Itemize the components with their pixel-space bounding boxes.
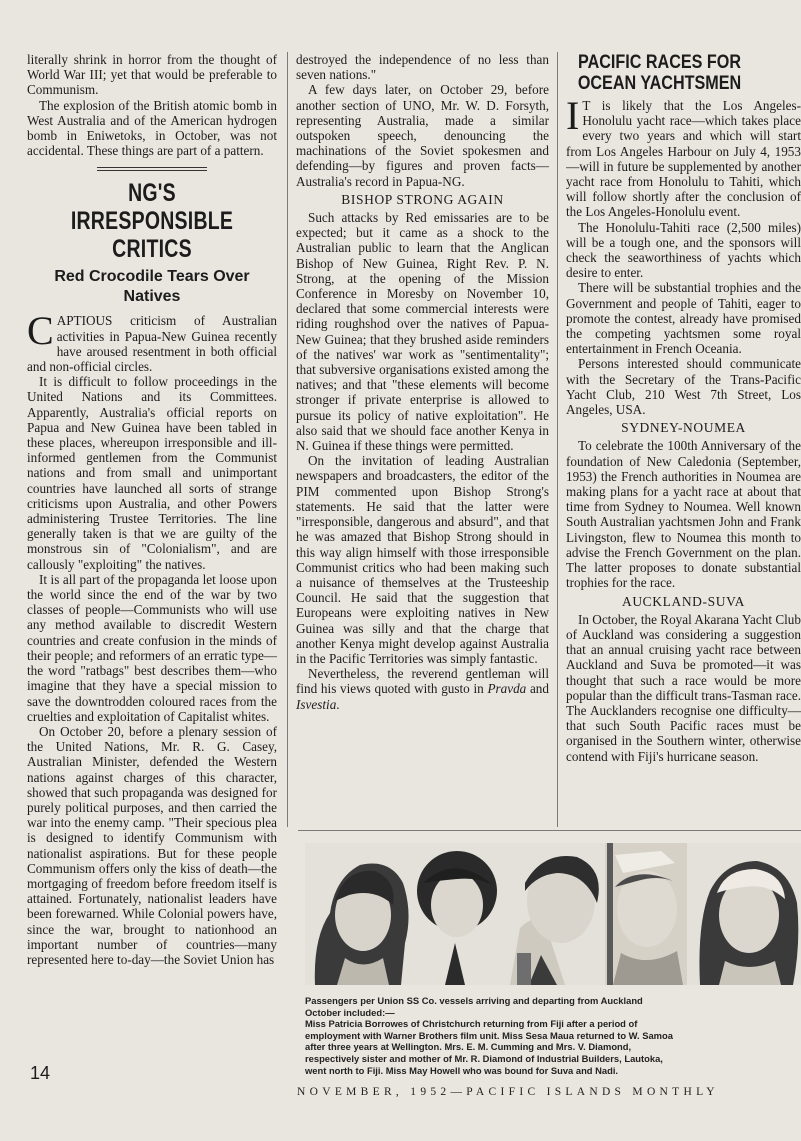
paragraph-text: Nevertheless, the reverend gentleman will find his views quoted with gusto in bbox=[296, 666, 549, 697]
article-paragraph: It is all part of the propaganda let loose upon the world since the end of the war by two classes of people—Communists who will use any method available to discredit Western countries and create confusion in the minds of their people; and reformers of an erratic type—the word "ratbags" best describes them—who imagine that they have a special mission to save the downtrodden coloured races from the cruelties and exploitation of Capitalist whites. bbox=[27, 571, 277, 724]
article-headline: CRITICS bbox=[112, 235, 192, 264]
first-paragraph-text: T is likely that the Los Angeles-Honolulu yacht race—which takes place every two years and which will start from Los Angeles Harbour on July 4, 1953—will in future be supplemented by another yacht race from Honolulu to Tahiti, which will follow shortly after the conclusion of the Los Angeles-Honolulu event. bbox=[566, 98, 801, 220]
column-right bbox=[566, 52, 801, 764]
running-footer: NOVEMBER, 1952—PACIFIC ISLANDS MONTHLY bbox=[297, 1086, 719, 1098]
paragraph-text: . bbox=[336, 696, 340, 712]
subheadline-line: Natives bbox=[123, 288, 181, 306]
article-paragraph bbox=[296, 666, 549, 712]
newspaper-title: Pravda bbox=[487, 681, 527, 697]
article-headline bbox=[566, 52, 753, 94]
column-left bbox=[27, 52, 277, 967]
caption-line: October included:— bbox=[305, 1006, 395, 1018]
article-paragraph: On October 20, before a plenary session of the United Nations, Mr. R. G. Casey, Australian Minister, defended the Western nations against charges of this character, showed that such propaganda was designed for purely political purposes, and then carried the war into the enemy camp. "Their specious plea is designed to identify Communism with nationalist aspirations. But for these people Communism offers only the kiss of death—the mortgaging of freedom before freedom itself is attained. Fortunately, nationalist leaders have been forewarned. While Colonial powers have, since the war, brought to nationhood an important number of countries—many represented here to-day—the Soviet Union has bbox=[27, 723, 277, 967]
article-paragraph: There will be substantial trophies and the Government and people of Tahiti, eager to promote the contest, already have promised the competing yachtsmen some royal entertainment in French Oceania. bbox=[566, 280, 801, 357]
article-paragraph: To celebrate the 100th Anniversary of the foundation of New Caledonia (September, 1953) the French authorities in Noumea are making plans for a yacht race at about that time from Sydney to Noumea. Well known South Australian yachtsmen John and Frank Livingston, flew to Noumea this month to advise the French Government on the plan. The latter proposes to donate substantial trophies for the race. bbox=[566, 438, 801, 591]
caption-line: Miss Patricia Borrowes of Christchurch returning from Fiji after a period of bbox=[305, 1018, 638, 1030]
lead-paragraph: literally shrink in horror from the thought of World War III; yet that would be preferable to Communism. bbox=[27, 52, 277, 98]
drop-cap: C bbox=[27, 308, 54, 354]
paragraph-text: and bbox=[526, 681, 549, 697]
page-number: 14 bbox=[30, 1063, 51, 1083]
article-paragraph: In October, the Royal Akarana Yacht Club of Auckland was considering a suggestion that an annual cruising yacht race between Auckland and Suva be promoted—it was thought that such a race would be more popular than the difficult trans-Tasman race. The Aucklanders recognise one difficulty—that such South Pacific races must be organised in the Southern winter, otherwise contend with Fiji's hurricane season. bbox=[566, 611, 801, 764]
section-heading: SYDNEY-NOUMEA bbox=[621, 420, 746, 436]
caption-line: employment with Warner Brothers film unit. Miss Sesa Maua returned to W. Samoa bbox=[305, 1029, 673, 1041]
caption-line: respectively sister and mother of Mr. R. Diamond of Industrial Builders, Lautoka, bbox=[305, 1052, 663, 1064]
article-paragraph: Persons interested should communicate with the Secretary of the Trans-Pacific Yacht Club, 210 West 7th Street, Los Angeles, USA. bbox=[566, 356, 801, 418]
headline-line: OCEAN YACHTSMEN bbox=[577, 73, 742, 94]
caption-line: went north to Fiji. Miss May Howell who was bound for Suva and Nadi. bbox=[305, 1064, 619, 1076]
article-paragraph: On the invitation of leading Australian newspapers and broadcasters, the editor of the PIM commented upon Bishop Strong's statements. He said that the latter were "irresponsible, dangerous and absurd", and that he was amazed that Bishop Strong should in this way align himself with those irresponsible Communist critics who had been making such a nuisance of themselves at the Trusteeship Council. He said that the suggestion that Europeans were exploiting natives in New Guinea was silly and that the charge that another Kenya might develop against Australia in the Pacific Territories was simply fantastic. bbox=[296, 453, 549, 666]
section-heading: BISHOP STRONG AGAIN bbox=[341, 191, 504, 207]
column-rule bbox=[557, 52, 558, 827]
lead-paragraph: The explosion of the British atomic bomb in West Australia and of the American hydrogen bomb in Eniwetoks, in October, was not accidental. These things are part of a pattern. bbox=[27, 97, 277, 159]
photo-caption bbox=[305, 995, 801, 1076]
article-paragraph: It is difficult to follow proceedings in the United Nations and its Committees. Apparently, Australia's official reports on Papua and New Guinea have been tabled in these places, whereupon irresponsible and ill-informed gentlemen from the Communist nations and from small and unimportant countries have launched all sorts of strange criticisms upon Australia, and other Powers administering Trustee Territories. The line generally taken is that we are guilty of the monstrous sin of "Colonialism", and are callously "exploiting" the natives. bbox=[27, 374, 277, 572]
article-paragraph: Such attacks by Red emissaries are to be expected; but it came as a shock to the Australian public to learn that the Anglican Bishop of New Guinea, Right Rev. P. N. Strong, at the opening of the Mission Conference in Moresby on November 10, declared that some commercial interests were riding roughshod over the natives of Papua-New Guinea; that they brushed aside reminders of the natives' war work as "sentimentality"; that subversive organisations existed among the natives; and that "these elements will become stronger if private enterprise is allowed to pursue its policy of native exploitation". He also said that we should face another Kenya in N. Guinea if these things were permitted. bbox=[296, 210, 549, 454]
photo-top-rule bbox=[298, 830, 801, 831]
article-headline: NG'S IRRESPONSIBLE bbox=[70, 179, 234, 236]
newspaper-title: Isvestia bbox=[296, 696, 337, 712]
column-rule bbox=[287, 52, 288, 827]
article-paragraph: A few days later, on October 29, before another section of UNO, Mr. W. D. Forsyth, representing Australia, made a similar outspoken speech, denouncing the machinations of the Soviet spokesmen and defending—by figures and proven facts—Australia's record in Papua-NG. bbox=[296, 82, 549, 189]
headline-line: PACIFIC RACES FOR bbox=[577, 52, 741, 73]
caption-line: Passengers per Union SS Co. vessels arriving and departing from Auckland bbox=[305, 995, 643, 1006]
first-paragraph-text: APTIOUS criticism of Australian activities in Papua-New Guinea recently have aroused resentment in both official and non-official circles. bbox=[27, 313, 277, 375]
portrait-photo bbox=[605, 843, 687, 985]
article-first-paragraph bbox=[566, 93, 801, 220]
article-subheadline bbox=[27, 267, 277, 307]
article-first-paragraph bbox=[27, 308, 277, 375]
drop-cap: I bbox=[566, 93, 580, 138]
lead-paragraph: destroyed the independence of no less than seven nations." bbox=[296, 52, 549, 83]
photo-strip-image bbox=[305, 843, 801, 985]
caption-line: after three years at Wellington. Mrs. E. M. Cumming and Mrs. V. Diamond, bbox=[305, 1041, 632, 1053]
section-heading: AUCKLAND-SUVA bbox=[621, 593, 746, 609]
subheadline-line: Red Crocodile Tears Over bbox=[54, 268, 250, 286]
section-divider bbox=[97, 167, 207, 171]
column-middle bbox=[296, 52, 549, 712]
article-paragraph: The Honolulu-Tahiti race (2,500 miles) will be a tough one, and the sponsors will check the seaworthiness of yachts which desire to enter. bbox=[566, 219, 801, 281]
passenger-photos bbox=[305, 843, 801, 985]
